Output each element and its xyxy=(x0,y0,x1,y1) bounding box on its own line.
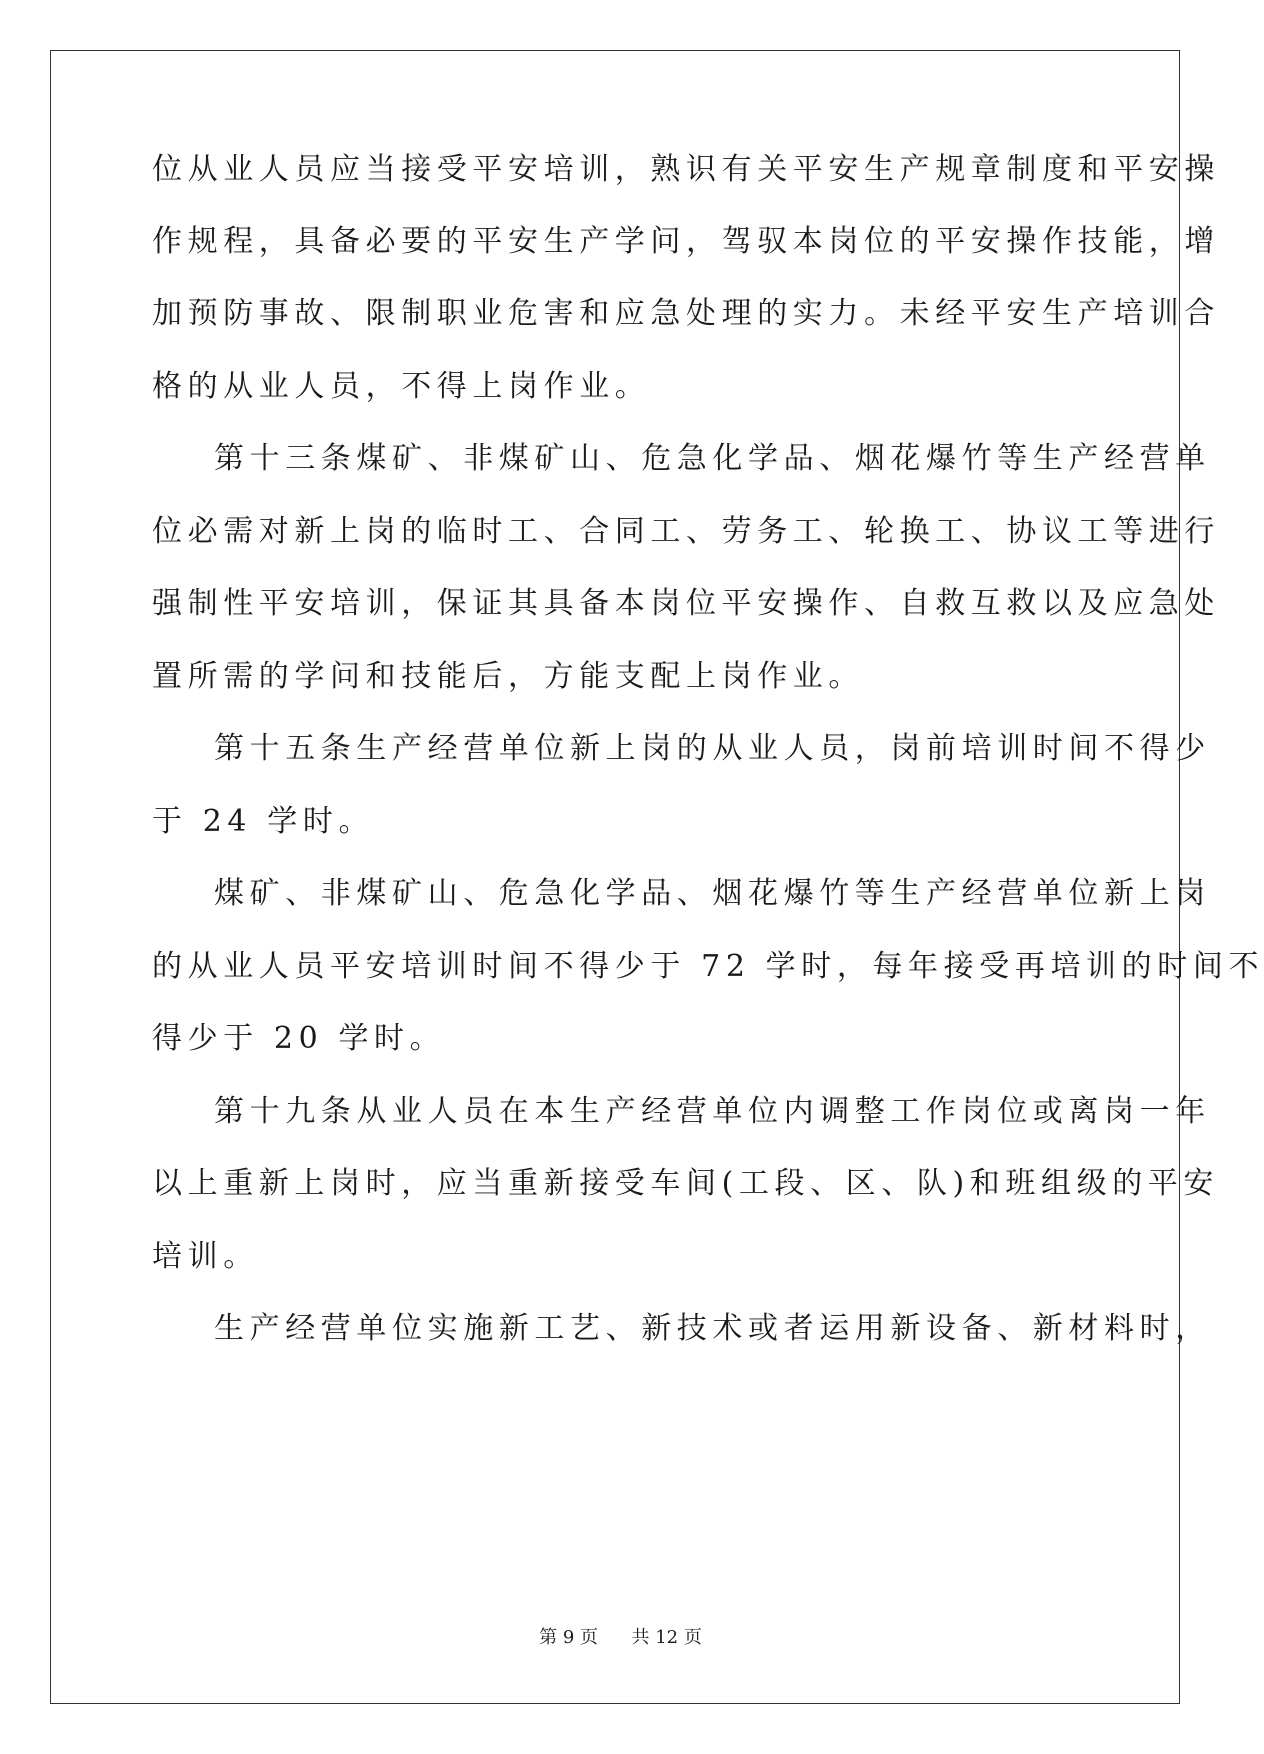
text-line: 强制性平安培训，保证其具备本岗位平安操作、自救互救以及应急处 xyxy=(152,586,1220,621)
text-line: 格的从业人员，不得上岗作业。 xyxy=(152,369,651,404)
text-line: 位必需对新上岗的临时工、合同工、劳务工、轮换工、协议工等进行 xyxy=(152,514,1220,549)
text-line: 培训。 xyxy=(152,1239,259,1274)
paragraph-start-line: 第十五条生产经营单位新上岗的从业人员，岗前培训时间不得少 xyxy=(214,731,1211,766)
paragraph-start-line: 第十三条煤矿、非煤矿山、危急化学品、烟花爆竹等生产经营单 xyxy=(214,441,1211,476)
paragraph-start-line: 生产经营单位实施新工艺、新技术或者运用新设备、新材料时， xyxy=(214,1311,1211,1346)
text-line: 的从业人员平安培训时间不得少于 72 学时，每年接受再培训的时间不 xyxy=(152,949,1264,984)
text-line: 位从业人员应当接受平安培训，熟识有关平安生产规章制度和平安操 xyxy=(152,152,1220,187)
text-line: 置所需的学问和技能后，方能支配上岗作业。 xyxy=(152,659,864,694)
text-line: 得少于 20 学时。 xyxy=(152,1021,446,1056)
text-line: 于 24 学时。 xyxy=(152,804,375,839)
paragraph-start-line: 煤矿、非煤矿山、危急化学品、烟花爆竹等生产经营单位新上岗 xyxy=(214,876,1211,911)
page-footer xyxy=(0,1626,1241,1650)
page-number-current: 第 9 页 xyxy=(539,1627,599,1648)
text-line: 作规程，具备必要的平安生产学问，驾驭本岗位的平安操作技能，增 xyxy=(152,224,1220,259)
text-line: 以上重新上岗时，应当重新接受车间(工段、区、队)和班组级的平安 xyxy=(152,1166,1220,1201)
paragraph-start-line: 第十九条从业人员在本生产经营单位内调整工作岗位或离岗一年 xyxy=(214,1094,1211,1129)
text-line: 加预防事故、限制职业危害和应急处理的实力。未经平安生产培训合 xyxy=(152,296,1220,331)
page-number-total: 共 12 页 xyxy=(631,1627,702,1648)
